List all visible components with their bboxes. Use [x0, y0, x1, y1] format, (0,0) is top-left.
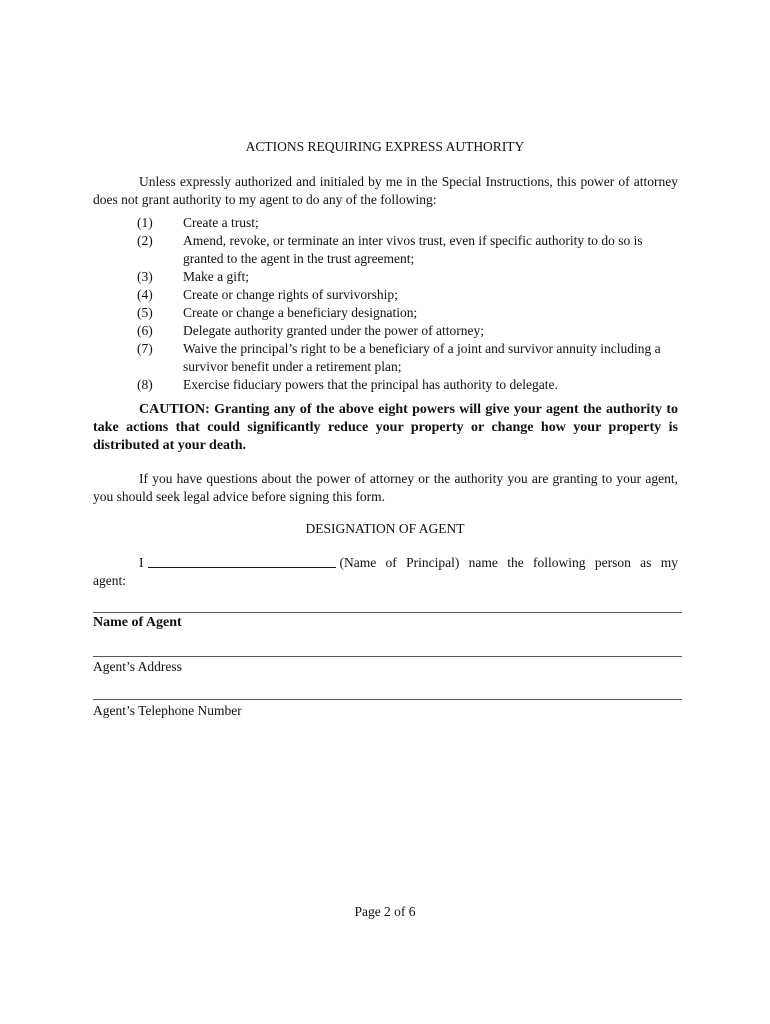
item-number: (8) [137, 377, 153, 392]
advice-paragraph [93, 470, 678, 506]
list-item [137, 304, 682, 322]
principal-statement [93, 554, 678, 590]
page-number: Page 2 of 6 [354, 904, 416, 919]
item-text: Exercise fiduciary powers that the principal has authority to delegate. [183, 377, 558, 392]
item-number: (1) [137, 215, 153, 230]
item-number: (4) [137, 287, 153, 302]
caution-paragraph: CAUTION: Granting any of the above eight powers will give your agent the authority to take actions that could significantly reduce your property or change how your property is distributed at your death. [93, 402, 678, 453]
item-number: (5) [137, 305, 153, 320]
list-item [137, 268, 682, 286]
advice-text: If you have questions about the power of attorney or the authority you are granting to your agent, you should seek legal advice before signing this form. [93, 471, 678, 504]
designation-title: DESIGNATION OF AGENT [305, 521, 465, 536]
item-number: (6) [137, 323, 153, 338]
list-item [137, 322, 682, 340]
principal-name-field[interactable] [148, 554, 336, 568]
agent-name-label: Name of Agent [93, 615, 182, 630]
intro-text: Unless expressly authorized and initialed by me in the Special Instructions, this power of attorney does not grant authority to my agent to do any of the following: [93, 174, 678, 207]
agent-phone-label: Agent’s Telephone Number [93, 703, 242, 718]
item-text: Make a gift; [183, 269, 249, 284]
list-item [137, 214, 682, 232]
item-text: Create or change rights of survivorship; [183, 287, 398, 302]
principal-suffix: (Name of Principal) name the following person as my [339, 555, 678, 570]
item-text: Delegate authority granted under the power of attorney; [183, 323, 485, 338]
list-item [137, 376, 682, 394]
principal-prefix: I [139, 555, 144, 570]
list-item [137, 286, 682, 304]
item-number: (3) [137, 269, 153, 284]
item-text: Amend, revoke, or terminate an inter vivos trust, even if specific authority to do so is granted to the agent in the trust agreement; [183, 233, 643, 266]
list-item [137, 340, 682, 376]
item-text: Waive the principal’s right to be a beneficiary of a joint and survivor annuity including a survivor benefit under a retirement plan; [183, 341, 661, 374]
agent-address-label: Agent’s Address [93, 659, 182, 674]
actions-list [137, 214, 682, 394]
agent-name-line[interactable] [93, 612, 682, 613]
item-text: Create or change a beneficiary designation; [183, 305, 418, 320]
section-title: ACTIONS REQUIRING EXPRESS AUTHORITY [245, 139, 525, 154]
item-number: (7) [137, 341, 153, 356]
item-text: Create a trust; [183, 215, 259, 230]
principal-end: agent: [93, 573, 126, 588]
list-item [137, 232, 682, 268]
agent-phone-line[interactable] [93, 699, 682, 700]
agent-address-line[interactable] [93, 656, 682, 657]
item-number: (2) [137, 233, 153, 248]
intro-paragraph [93, 173, 678, 209]
